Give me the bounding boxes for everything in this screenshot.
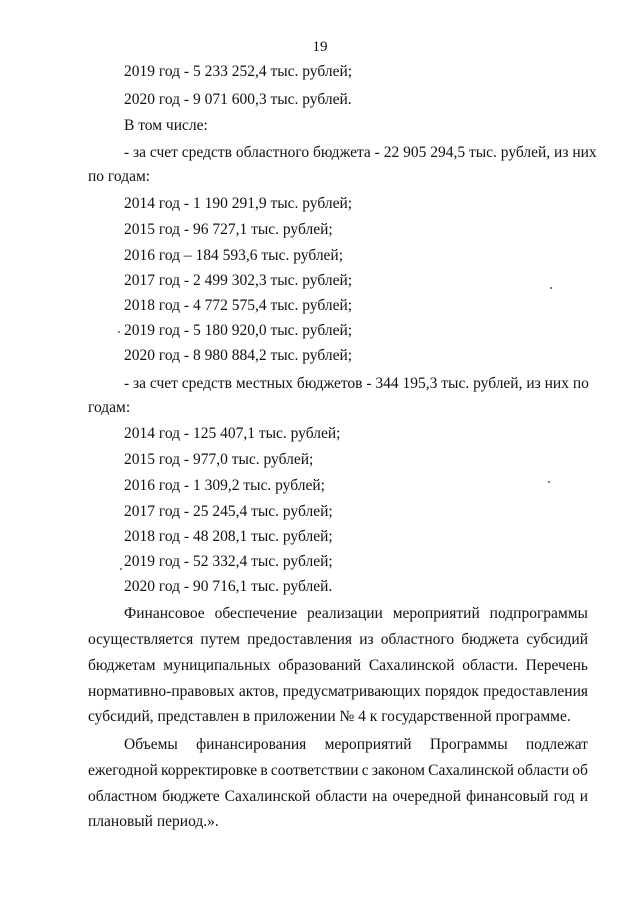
word: муниципальных bbox=[163, 657, 271, 674]
text-line: 2017 год - 25 245,4 тыс. рублей; bbox=[124, 503, 333, 520]
text-line: - за счет средств местных бюджетов - 344 195,3 тыс. рублей, из них по bbox=[124, 375, 589, 392]
word: ежегодной bbox=[88, 762, 158, 779]
word: образований bbox=[278, 657, 362, 674]
text-line: 2018 год - 4 772 575,4 тыс. рублей; bbox=[124, 297, 353, 314]
text-line: 2015 год - 977,0 тыс. рублей; bbox=[124, 451, 314, 468]
word: и bbox=[579, 788, 588, 805]
word: обеспечение bbox=[214, 605, 298, 622]
word: очередной bbox=[392, 788, 462, 805]
word: Сахалинской bbox=[368, 657, 455, 674]
text-line: 2018 год - 48 208,1 тыс. рублей; bbox=[124, 528, 333, 545]
word: Сахалинской bbox=[224, 788, 311, 805]
text-line: 2016 год – 184 593,6 тыс. рублей; bbox=[124, 247, 344, 264]
paragraph-1-line-4 bbox=[88, 682, 588, 702]
text-line: 2019 год - 5 180 920,0 тыс. рублей; bbox=[124, 322, 353, 339]
word: предоставления bbox=[483, 683, 588, 700]
text-line: 2015 год - 96 727,1 тыс. рублей; bbox=[124, 221, 333, 238]
word: Перечень bbox=[525, 657, 588, 674]
word: области. bbox=[462, 657, 518, 674]
word: предусматривающих bbox=[282, 683, 421, 700]
word: из bbox=[359, 631, 374, 648]
word: бюджете bbox=[162, 788, 220, 805]
text-line: 2014 год - 125 407,1 тыс. рублей; bbox=[124, 425, 341, 442]
word: Программы bbox=[429, 736, 508, 753]
word: бюджета bbox=[461, 631, 520, 648]
word: субсидий bbox=[526, 631, 588, 648]
paragraph-1-line-2 bbox=[88, 630, 588, 650]
word: нормативно-правовых bbox=[88, 683, 235, 700]
word: финансовый bbox=[466, 788, 549, 805]
word: соответствии bbox=[270, 762, 359, 779]
paragraph-2-line-4: плановый период.». bbox=[88, 813, 219, 830]
word: подлежат bbox=[525, 736, 588, 753]
word: в bbox=[260, 762, 268, 779]
paragraph-2-line-3 bbox=[88, 787, 588, 807]
text-line: 2020 год - 90 716,1 тыс. рублей. bbox=[124, 578, 333, 595]
scan-speck bbox=[118, 331, 120, 333]
word: подпрограммы bbox=[489, 605, 588, 622]
paragraph-2-line-1 bbox=[124, 735, 588, 755]
word: на bbox=[372, 788, 388, 805]
text-line: 2019 год - 5 233 252,4 тыс. рублей; bbox=[124, 63, 353, 80]
word: предоставления bbox=[247, 631, 353, 648]
text-line: 2020 год - 8 980 884,2 тыс. рублей; bbox=[124, 347, 353, 364]
scan-speck bbox=[548, 481, 550, 483]
word: реализации bbox=[307, 605, 383, 622]
word: областного bbox=[380, 631, 455, 648]
text-line: 2016 год - 1 309,2 тыс. рублей; bbox=[124, 477, 325, 494]
word: области bbox=[517, 762, 570, 779]
page-number: 19 bbox=[312, 39, 328, 55]
word: областном bbox=[88, 788, 158, 805]
word: корректировке bbox=[161, 762, 258, 779]
text-line: - за счет средств областного бюджета - 22 905 294,5 тыс. рублей, из них bbox=[124, 144, 597, 161]
word: год bbox=[553, 788, 575, 805]
paragraph-1-line-5: субсидий, представлен в приложении № 4 к государственной программе. bbox=[88, 708, 571, 725]
scan-speck bbox=[120, 568, 122, 570]
text-line: 2017 год - 2 499 302,3 тыс. рублей; bbox=[124, 272, 353, 289]
word: актов, bbox=[238, 683, 279, 700]
text-line: 2014 год - 1 190 291,9 тыс. рублей; bbox=[124, 195, 353, 212]
paragraph-1-line-3 bbox=[88, 656, 588, 676]
word: Объемы bbox=[124, 736, 178, 753]
text-line: 2020 год - 9 071 600,3 тыс. рублей. bbox=[124, 91, 352, 108]
word: с bbox=[361, 762, 369, 779]
paragraph-1-line-1 bbox=[124, 604, 588, 624]
word: путем bbox=[200, 631, 240, 648]
word: об bbox=[572, 762, 588, 779]
text-line: В том числе: bbox=[124, 117, 208, 134]
word: области bbox=[315, 788, 368, 805]
word: Финансовое bbox=[124, 605, 205, 622]
text-line: годам: bbox=[88, 399, 131, 416]
word: финансирования bbox=[196, 736, 307, 753]
word: порядок bbox=[424, 683, 479, 700]
word: осуществляется bbox=[88, 631, 194, 648]
text-line: 2019 год - 52 332,4 тыс. рублей; bbox=[124, 553, 333, 570]
word: законом bbox=[371, 762, 425, 779]
word: мероприятий bbox=[392, 605, 480, 622]
word: бюджетам bbox=[88, 657, 156, 674]
paragraph-2-line-2 bbox=[88, 761, 588, 781]
scan-speck bbox=[550, 287, 552, 289]
word: мероприятий bbox=[324, 736, 412, 753]
word: Сахалинской bbox=[428, 762, 514, 779]
text-line: по годам: bbox=[88, 168, 151, 185]
